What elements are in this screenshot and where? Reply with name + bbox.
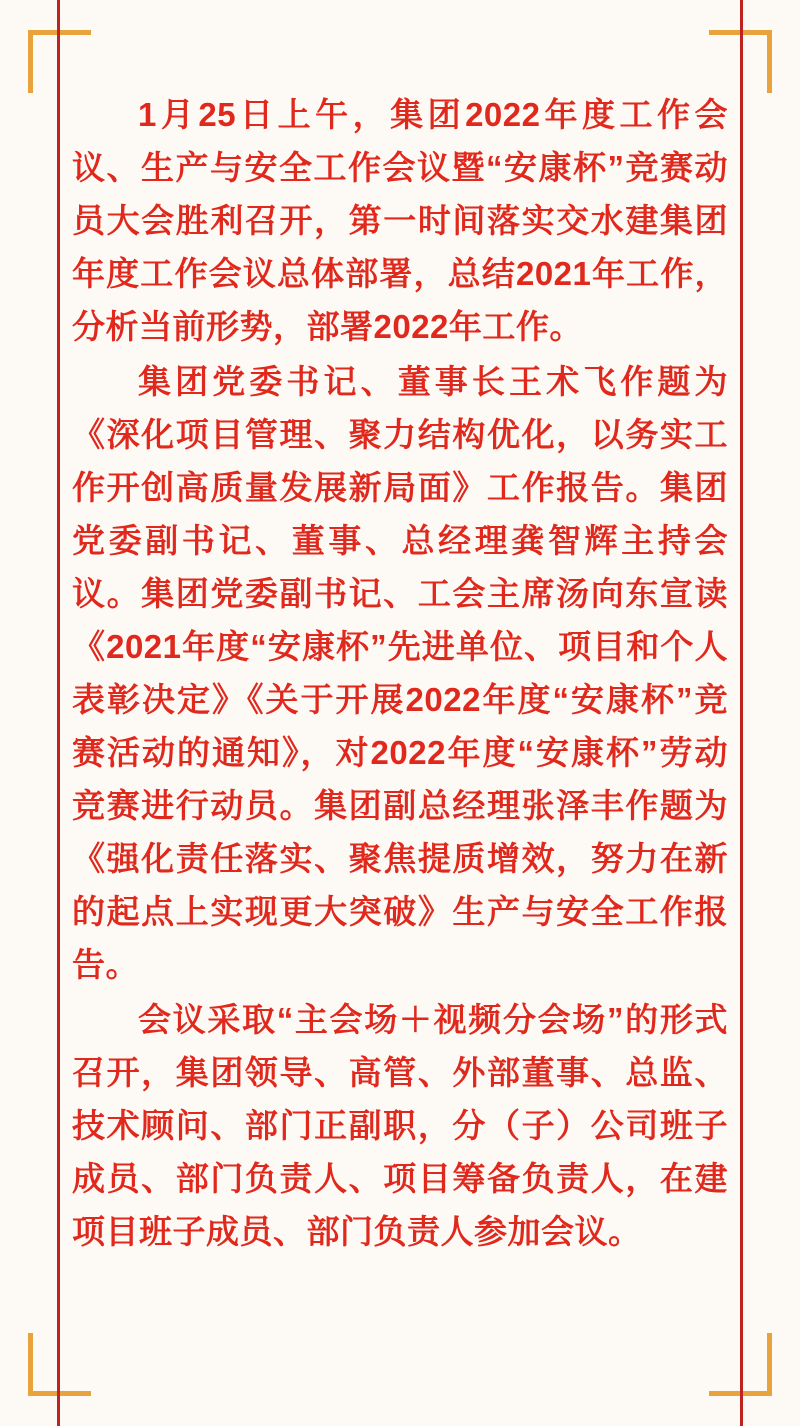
frame-rule-left (57, 0, 60, 1426)
article-body (72, 88, 728, 1366)
frame-rule-right (740, 0, 743, 1426)
article-paragraph: 集团党委书记、董事长王术飞作题为《深化项目管理、聚力结构优化，以务实工作开创高质量发展新局面》工作报告。集团党委副书记、董事、总经理龚智辉主持会议。集团党委副书记、工会主席汤向东宣读《2021年度“安康杯”先进单位、项目和个人表彰决定》《关于开展2022年度“安康杯”竞赛活动的通知》，对2022年度“安康杯”劳动竞赛进行动员。集团副总经理张泽丰作题为《强化责任落实、聚焦提质增效，努力在新的起点上实现更大突破》生产与安全工作报告。 (72, 363, 728, 983)
article-paragraph: 会议采取“主会场＋视频分会场”的形式召开，集团领导、高管、外部董事、总监、技术顾问、部门正副职，分（子）公司班子成员、部门负责人、项目筹备负责人，在建项目班子成员、部门负责人参加会议。 (72, 1001, 728, 1250)
article-paragraph: 1月25日上午，集团2022年度工作会议、生产与安全工作会议暨“安康杯”竞赛动员大会胜利召开，第一时间落实交水建集团年度工作会议总体部署，总结2021年工作，分析当前形势，部署2022年工作。 (72, 96, 728, 345)
